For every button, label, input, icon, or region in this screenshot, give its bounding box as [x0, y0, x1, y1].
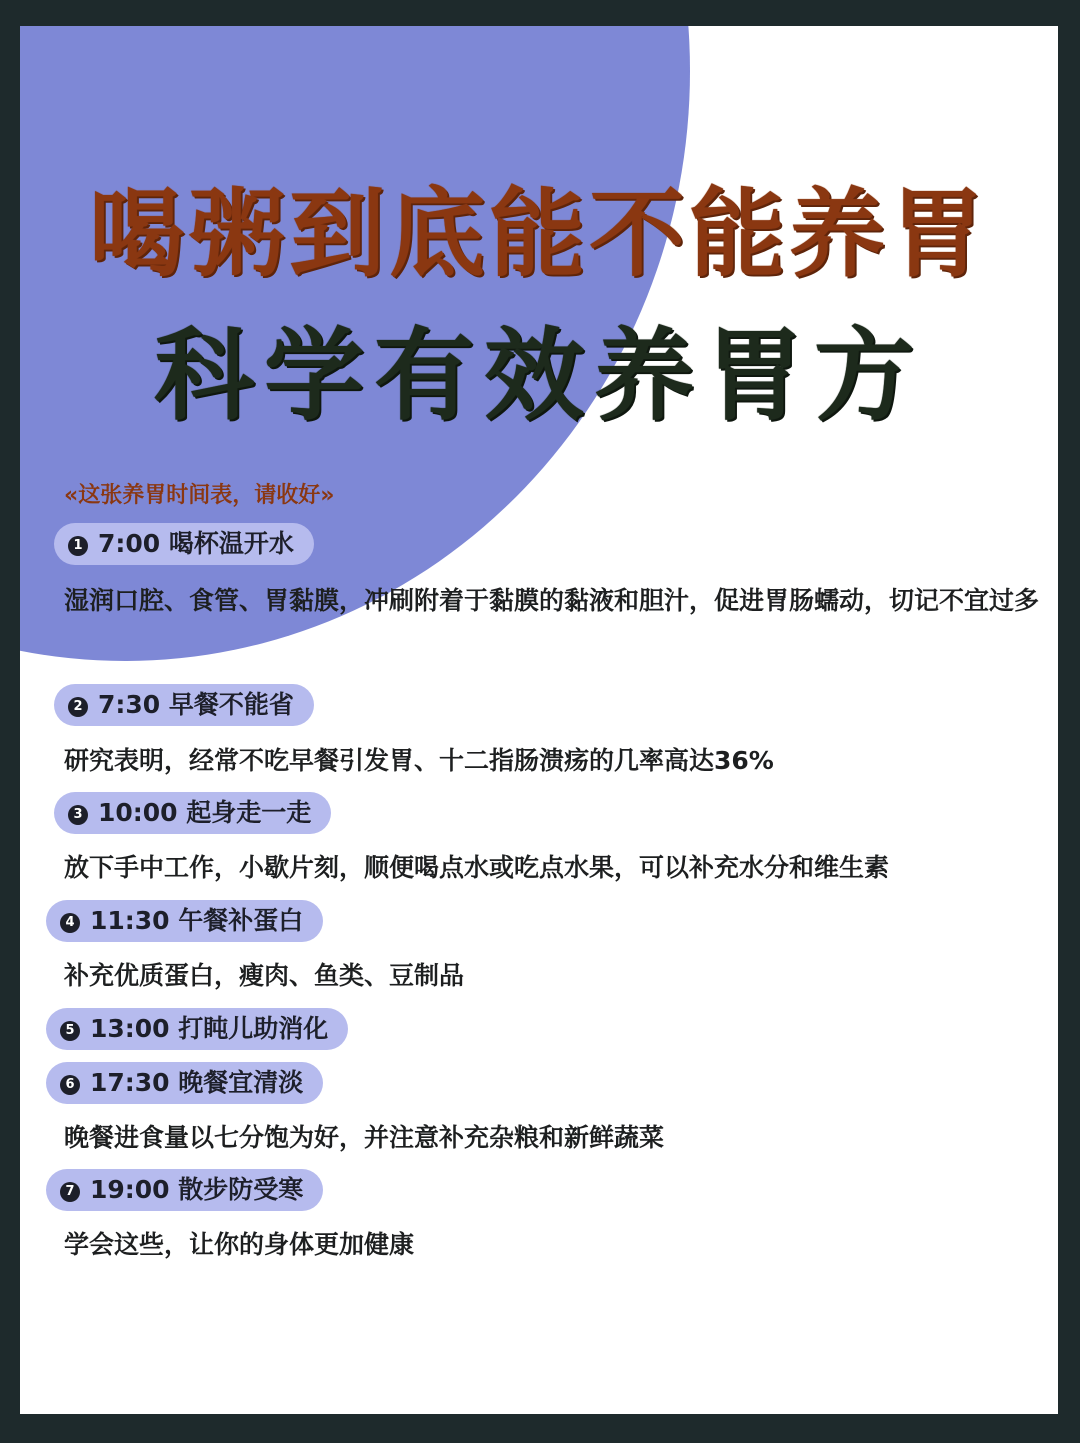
schedule-time-title: 10:00 起身走一走: [98, 798, 312, 827]
number-badge: 4: [60, 913, 80, 933]
schedule-item-1-label: [54, 523, 314, 565]
schedule-item-1-desc: 湿润口腔、食管、胃黏膜，冲刷附着于黏膜的黏液和胆汁，促进胃肠蠕动，切记不宜过多: [64, 586, 1040, 615]
schedule-time-title: 19:00 散步防受寒: [90, 1175, 304, 1204]
schedule-item-3-desc: 放下手中工作，小歇片刻，顺便喝点水或吃点水果，可以补充水分和维生素: [64, 853, 890, 882]
schedule-item-4-desc: 补充优质蛋白，瘦肉、鱼类、豆制品: [64, 961, 465, 990]
number-badge: 7: [60, 1182, 80, 1202]
number-badge: 5: [60, 1021, 80, 1041]
schedule-item-4-label: [46, 900, 323, 942]
schedule-intro: «这张养胃时间表，请收好»: [64, 483, 335, 508]
schedule-time-title: 13:00 打盹儿助消化: [90, 1014, 329, 1043]
sub-title: 科学有效养胃方: [154, 317, 924, 434]
schedule-item-5-label: [46, 1008, 348, 1050]
schedule-item-6-label: [46, 1062, 323, 1104]
schedule-time-title: 11:30 午餐补蛋白: [90, 906, 304, 935]
schedule-item-3-label: [54, 792, 331, 834]
schedule-time-title: 17:30 晚餐宜清淡: [90, 1068, 304, 1097]
number-badge: 1: [68, 536, 88, 556]
main-title: 喝粥到底能不能养胃: [89, 178, 989, 290]
number-badge: 2: [68, 697, 88, 717]
number-badge: 6: [60, 1075, 80, 1095]
schedule-item-2-desc: 研究表明，经常不吃早餐引发胃、十二指肠溃疡的几率高达36%: [64, 746, 774, 775]
schedule-item-7-label: [46, 1169, 323, 1211]
schedule-item-6-desc: 晚餐进食量以七分饱为好，并注意补充杂粮和新鲜蔬菜: [64, 1123, 665, 1152]
schedule-time-title: 7:00 喝杯温开水: [98, 529, 294, 558]
schedule-time-title: 7:30 早餐不能省: [98, 690, 294, 719]
poster-card: [20, 26, 1058, 1414]
schedule-item-2-label: [54, 684, 314, 726]
schedule-item-7-desc: 学会这些，让你的身体更加健康: [64, 1230, 415, 1259]
number-badge: 3: [68, 805, 88, 825]
